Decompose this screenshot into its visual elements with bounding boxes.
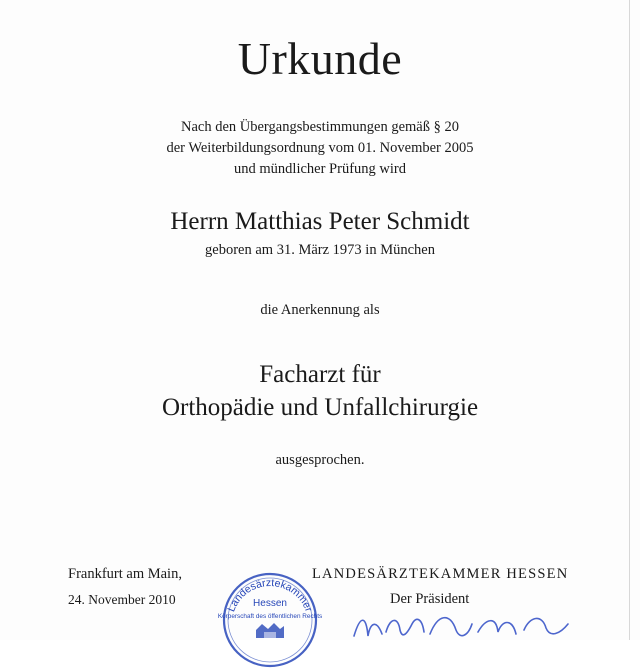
signatory-title: Der Präsident xyxy=(390,591,470,607)
issuing-organization: LANDESÄRZTEKAMMER HESSEN xyxy=(312,566,569,582)
president-signature xyxy=(346,606,586,646)
intro-line: Nach den Übergangsbestimmungen gemäß § 20 xyxy=(181,119,459,135)
recognition-text: die Anerkennung als xyxy=(260,302,380,318)
certificate-title: Urkunde xyxy=(237,33,403,84)
stamp-text-lower: Körperschaft des öffentlichen Rechts xyxy=(218,613,322,620)
issue-place: Frankfurt am Main, xyxy=(68,566,182,582)
specialty-line: Orthopädie und Unfallchirurgie xyxy=(161,394,479,421)
intro-text xyxy=(0,117,640,180)
closing-text: ausgesprochen. xyxy=(275,452,365,468)
official-stamp xyxy=(218,566,322,670)
birth-details: geboren am 31. März 1973 in München xyxy=(205,242,435,258)
stamp-text-top: Landesärztekammer xyxy=(225,576,315,614)
recipient-name: Herrn Matthias Peter Schmidt xyxy=(170,208,470,235)
issue-date: 24. November 2010 xyxy=(68,592,176,607)
specialty-title xyxy=(0,358,640,424)
specialty-line: Facharzt für xyxy=(259,361,381,388)
stamp-text-middle: Hessen xyxy=(253,598,287,609)
intro-line: der Weiterbildungsordnung vom 01. November 2005 xyxy=(166,140,474,156)
page-edge-divider xyxy=(629,0,630,640)
intro-line: und mündlicher Prüfung wird xyxy=(234,161,406,177)
stamp-emblem-icon xyxy=(256,623,284,640)
